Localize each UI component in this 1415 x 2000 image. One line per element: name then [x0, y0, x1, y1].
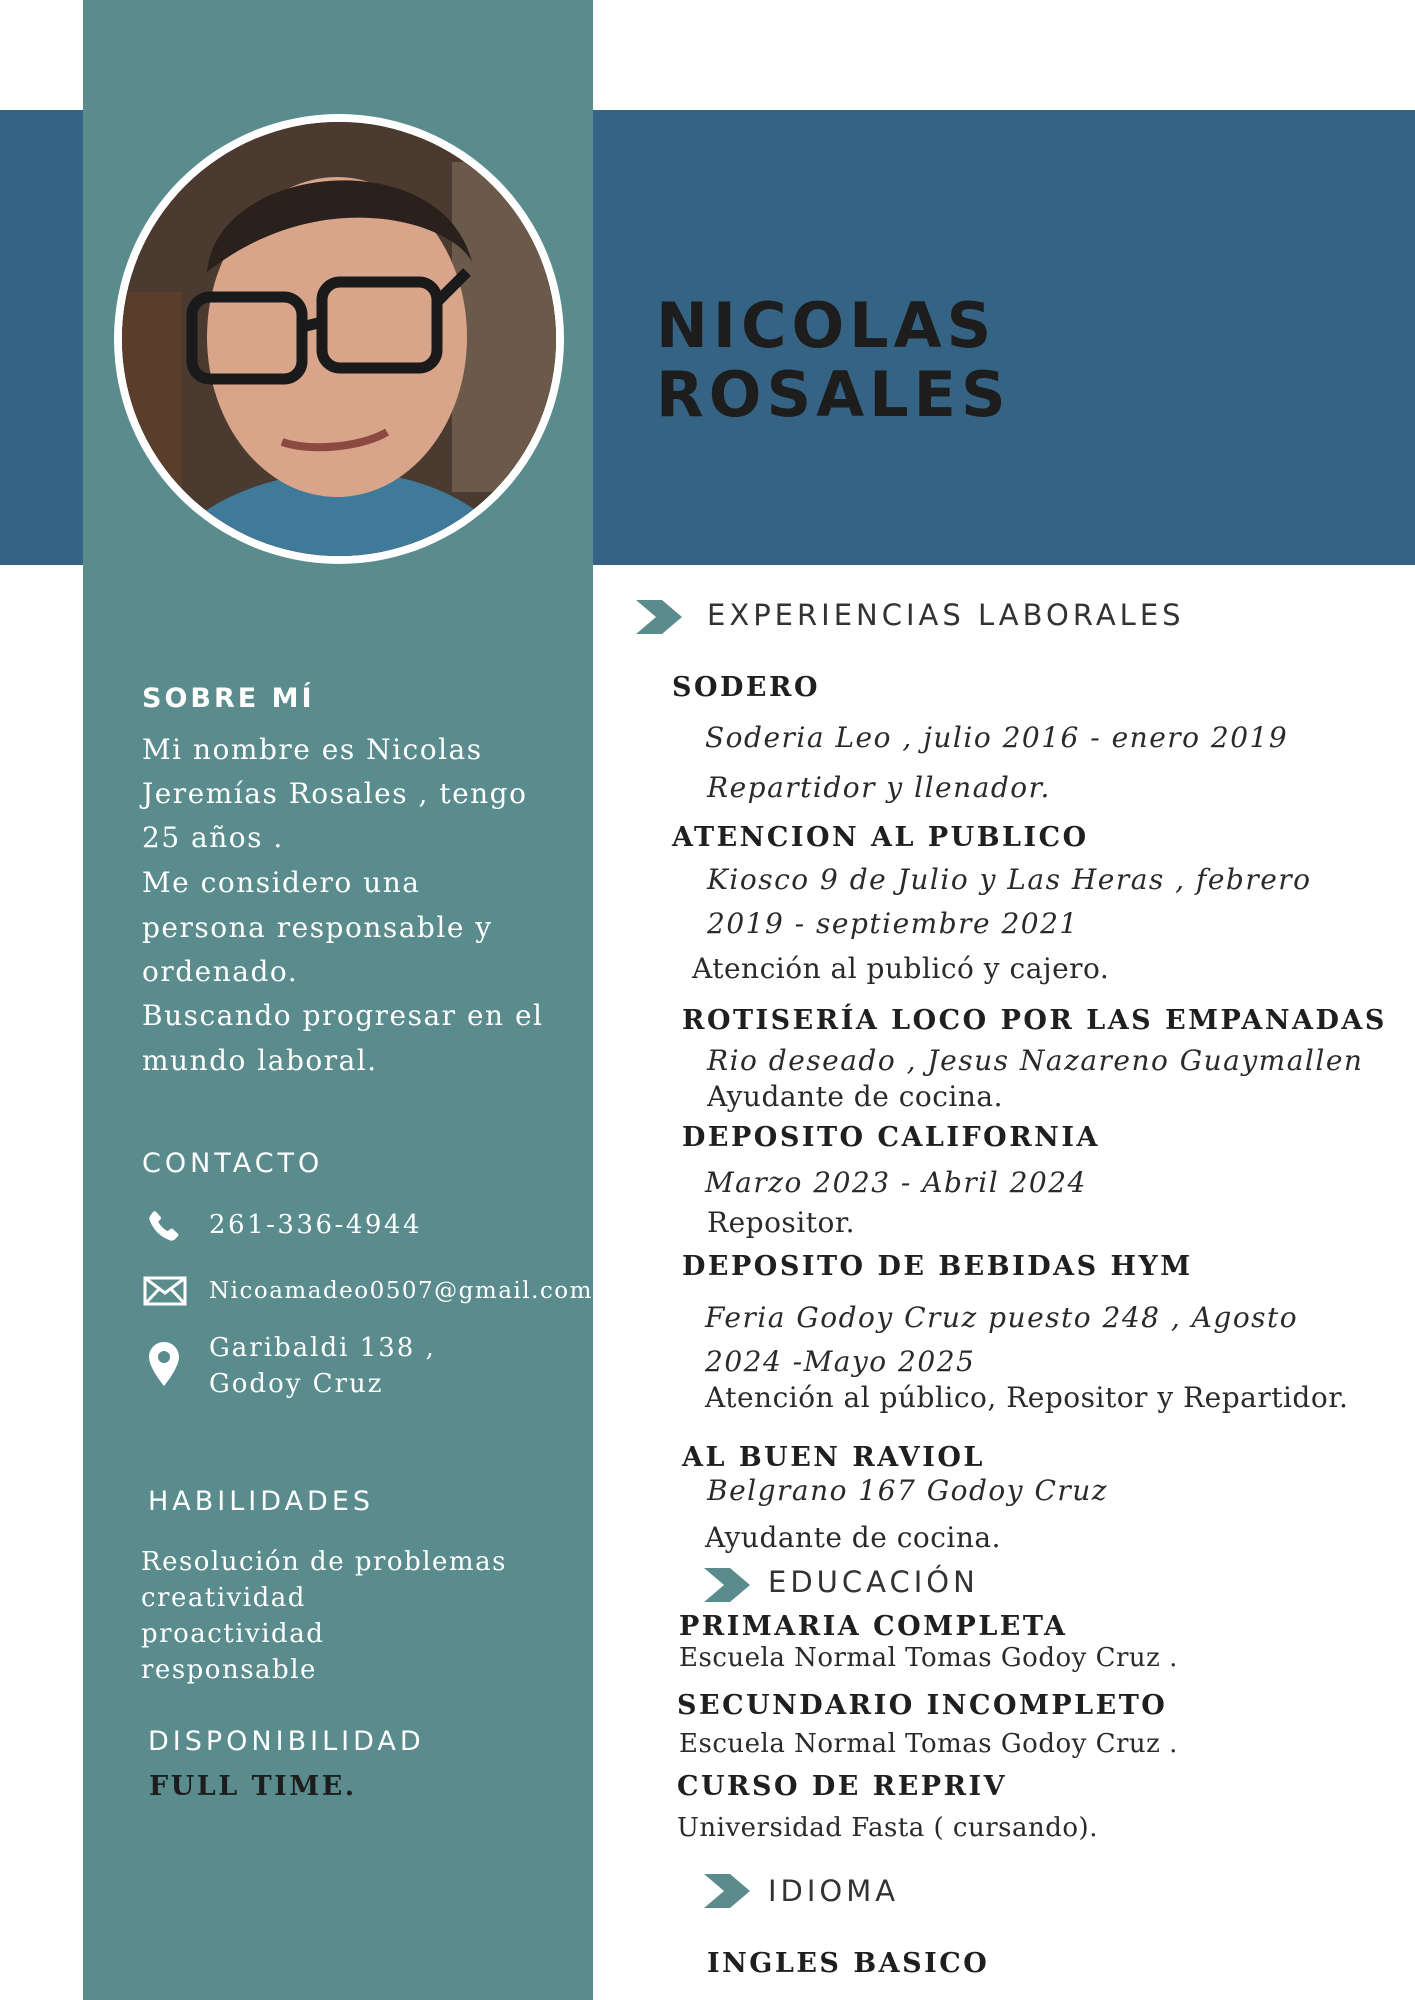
job-title: DEPOSITO DE BEBIDAS HYM: [682, 1251, 1193, 1282]
job-detail: Feria Godoy Cruz puesto 248 , Agosto: [705, 1301, 1299, 1334]
about-line: ordenado.: [142, 955, 299, 988]
about-line: persona responsable y: [142, 911, 493, 944]
experience-title: EXPERIENCIAS LABORALES: [707, 598, 1185, 632]
education-description: Universidad Fasta ( cursando).: [677, 1813, 1098, 1843]
chevron-right-icon: [636, 600, 682, 634]
about-line: mundo laboral.: [142, 1044, 378, 1077]
job-detail: 2024 -Mayo 2025: [705, 1345, 976, 1378]
language-value: INGLES BASICO: [707, 1948, 990, 1979]
phone-number[interactable]: 261-336-4944: [209, 1210, 422, 1240]
job-detail: Belgrano 167 Godoy Cruz: [707, 1474, 1109, 1507]
location-pin-icon: [148, 1341, 180, 1387]
education-description: Escuela Normal Tomas Godoy Cruz .: [679, 1643, 1178, 1673]
education-title-item: CURSO DE REPRIV: [677, 1771, 1008, 1802]
address-line2: Godoy Cruz: [209, 1369, 384, 1399]
education-title: EDUCACIÓN: [768, 1565, 979, 1599]
about-title: SOBRE MÍ: [142, 683, 315, 714]
skill-item: proactividad: [141, 1619, 325, 1649]
job-title: SODERO: [672, 672, 820, 703]
about-line: Me considero una: [142, 866, 421, 899]
job-title: ROTISERÍA LOCO POR LAS EMPANADAS: [682, 1005, 1387, 1036]
job-title: AL BUEN RAVIOL: [682, 1442, 985, 1473]
portrait-illustration: [122, 122, 556, 556]
job-detail: Rio deseado , Jesus Nazareno Guaymallen: [707, 1044, 1364, 1077]
job-detail: Kiosco 9 de Julio y Las Heras , febrero: [707, 863, 1312, 896]
job-title: DEPOSITO CALIFORNIA: [682, 1122, 1100, 1153]
job-description: Ayudante de cocina.: [707, 1080, 1004, 1113]
job-description: Repartidor y llenador.: [707, 771, 1051, 804]
profile-photo: [114, 114, 564, 564]
availability-title: DISPONIBILIDAD: [148, 1726, 425, 1757]
mail-icon: [143, 1276, 187, 1306]
job-description: Atención al público, Repositor y Repartidor.: [705, 1381, 1349, 1414]
skill-item: Resolución de problemas: [141, 1547, 507, 1577]
education-title-item: SECUNDARIO INCOMPLETO: [677, 1690, 1168, 1721]
email-address[interactable]: Nicoamadeo0507@gmail.com: [209, 1278, 593, 1304]
job-description: Repositor.: [707, 1206, 856, 1239]
chevron-right-icon: [704, 1874, 750, 1908]
phone-icon: [146, 1208, 182, 1244]
job-detail: Soderia Leo , julio 2016 - enero 2019: [705, 721, 1289, 754]
about-line: Buscando progresar en el: [142, 999, 544, 1032]
name-first: NICOLAS: [656, 289, 997, 362]
contact-title: CONTACTO: [142, 1148, 324, 1179]
skills-title: HABILIDADES: [148, 1486, 375, 1517]
education-title-item: PRIMARIA COMPLETA: [679, 1611, 1068, 1642]
about-line: Mi nombre es Nicolas: [142, 733, 483, 766]
availability-value: FULL TIME.: [149, 1771, 357, 1802]
job-description: Atención al publicó y cajero.: [692, 952, 1110, 985]
about-line: 25 años .: [142, 821, 284, 854]
language-title: IDIOMA: [768, 1874, 900, 1908]
job-description: Ayudante de cocina.: [705, 1521, 1002, 1554]
chevron-right-icon: [704, 1568, 750, 1602]
about-line: Jeremías Rosales , tengo: [142, 777, 528, 810]
skill-item: creatividad: [141, 1583, 306, 1613]
job-title: ATENCION AL PUBLICO: [672, 822, 1089, 853]
name-last: ROSALES: [656, 358, 1011, 431]
address-line1: Garibaldi 138 ,: [209, 1333, 436, 1363]
job-detail: Marzo 2023 - Abril 2024: [705, 1166, 1087, 1199]
skill-item: responsable: [141, 1655, 317, 1685]
job-detail: 2019 - septiembre 2021: [707, 907, 1079, 940]
education-description: Escuela Normal Tomas Godoy Cruz .: [679, 1729, 1178, 1759]
